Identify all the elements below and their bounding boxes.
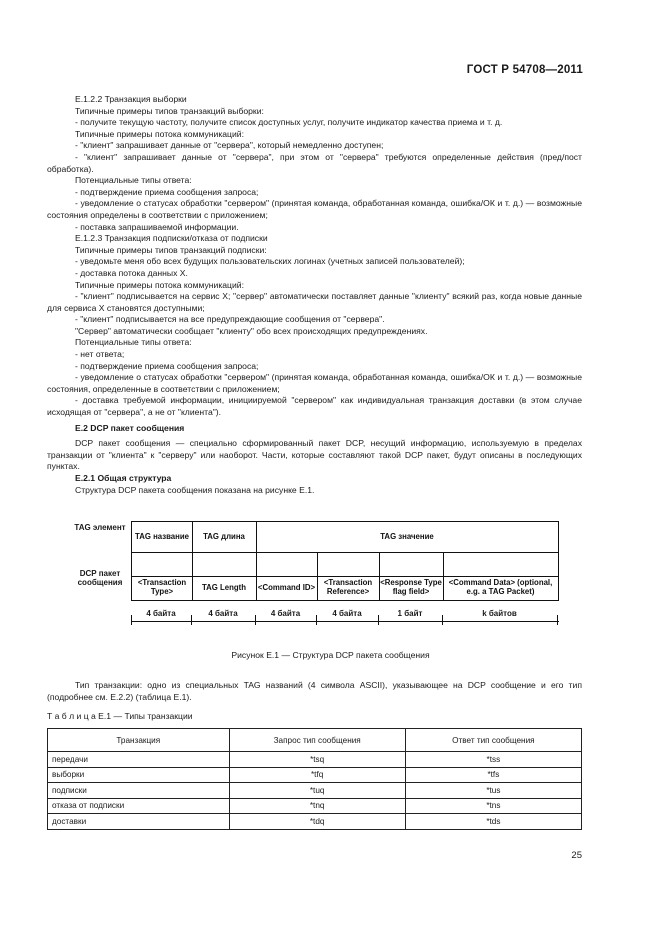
row-label-tag-element: TAG элемент (74, 523, 126, 532)
paragraph: - "клиент" подписывается на сервис X; "сервер" автоматически поставляет данные "клиенту" всякий раз, когда новые данные для сервиса X становятся доступными; (47, 291, 582, 313)
paragraph: - "клиент" запрашивает данные от "сервера", который немедленно доступен; (75, 140, 384, 151)
table-cell: отказа от подписки (48, 798, 230, 814)
paragraph-transaction-type (47, 680, 582, 703)
page-number: 25 (571, 850, 582, 861)
paragraph: DCP пакет сообщения — специально сформированный пакет DCP, несущий информацию, используемую в пределах транзакции от "клиента" к "серверу" или наоборот. Части, которые составляют такой DCP пакет, будут описаны в последующих пунктах. (47, 438, 582, 472)
size-label: 1 байт (397, 608, 423, 618)
fig-header-tag-value: TAG значение (380, 531, 434, 541)
paragraph: - подтверждение приема сообщения запроса; (75, 360, 259, 371)
paragraph: - уведомление о статусах обработки "сервером" (принятая команда, обработанная команда, ошибка/ОК и т. д.) — возможные состояния, определенные в соответствии с приложением; (47, 372, 582, 394)
table-row (48, 752, 582, 768)
table-row (48, 783, 582, 799)
paragraph: - "клиент" запрашивает данные от "сервера", при этом от "сервера" требуются определенные действия (пред/пост обработка). (47, 151, 582, 174)
table-cell: *tsq (229, 752, 405, 768)
table-cell: *tdq (229, 814, 405, 830)
paragraph: "Сервер" автоматически сообщает "клиенту" обо всех происходящих предупреждениях. (75, 325, 428, 336)
dimension-tick (255, 615, 256, 625)
paragraph: Типичные примеры потока коммуникаций: (75, 279, 244, 290)
transaction-types-table (47, 728, 582, 830)
fig-cell-transaction-type: <Transaction Type> (137, 578, 187, 596)
section-body (47, 94, 582, 496)
table-cell: *tnq (229, 798, 405, 814)
paragraph: Типичные примеры типов транзакций подписки: (75, 244, 267, 255)
dimension-tick (191, 615, 192, 625)
table-title: Т а б л и ц а Е.1 — Типы транзакции (47, 711, 193, 721)
paragraph: - уведомьте меня обо всех будущих пользовательских логинах (учетных записей пользователей); (75, 256, 465, 267)
fig-cell-response-type: <Response Type flag field> (380, 578, 442, 596)
figure-size-row (131, 607, 559, 621)
figure-hline (132, 552, 558, 553)
fig-header-tag-length: TAG длина (203, 531, 245, 541)
dimension-tick (378, 615, 379, 625)
table-row (48, 767, 582, 783)
dimension-tick (131, 615, 132, 625)
paragraph: Тип транзакции: одно из специальных TAG названий (4 символа ASCII), указывающее на DCP сообщение и его тип (подробнее см. Е.2.2) (таблица Е.1). (47, 680, 582, 702)
paragraph: Е.1.2.2 Транзакция выборки (75, 94, 187, 104)
table-cell: выборки (48, 767, 230, 783)
paragraph: Потенциальные типы ответа: (75, 175, 192, 186)
table-cell: *tfs (405, 767, 581, 783)
table-cell: *tuq (229, 783, 405, 799)
paragraph: - доставка требуемой информации, инициируемой "сервером" как индивидуальная транзакция доставки (в этом случае исходящая от "сервера", а не от "клиента"). (47, 395, 582, 418)
document-header: ГОСТ Р 54708—2011 (466, 64, 583, 76)
table-header-row (48, 729, 582, 752)
table-cell: доставки (48, 814, 230, 830)
table-row (48, 814, 582, 830)
size-label: 4 байта (332, 608, 362, 618)
dimension-tick (442, 615, 443, 625)
table-header-cell: Запрос тип сообщения (229, 729, 405, 752)
figure-dcp-structure (72, 521, 560, 633)
figure-frame (131, 521, 559, 601)
paragraph: Потенциальные типы ответа: (75, 337, 192, 348)
paragraph: Структура DCP пакета сообщения показана на рисунке Е.1. (75, 484, 315, 495)
dimension-tick (557, 615, 558, 625)
figure-caption: Рисунок Е.1 — Структура DCP пакета сообщения (231, 650, 430, 660)
table-header-cell: Транзакция (48, 729, 230, 752)
table-row (48, 798, 582, 814)
fig-cell-command-data: <Command Data> (optional, e.g. a TAG Packet) (448, 578, 553, 596)
table-cell: *tds (405, 814, 581, 830)
table-cell: *tfq (229, 767, 405, 783)
paragraph: Е.1.2.3 Транзакция подписки/отказа от подписки (75, 233, 268, 244)
paragraph: Е.2 DCP пакет сообщения (75, 422, 185, 433)
table-cell: *tns (405, 798, 581, 814)
paragraph: Е.2.1 Общая структура (75, 473, 172, 483)
fig-header-tag-name: TAG название (135, 531, 189, 541)
paragraph: - доставка потока данных X. (75, 267, 188, 278)
table-cell: *tus (405, 783, 581, 799)
size-label: k байтов (482, 608, 517, 618)
paragraph: - получите текущую частоту, получите список доступных услуг, получите индикатор качества приема и т. д. (75, 117, 503, 128)
paragraph: - подтверждение приема сообщения запроса; (75, 186, 259, 197)
paragraph: - поставка запрашиваемой информации. (75, 221, 239, 232)
table-cell: *tss (405, 752, 581, 768)
dimension-tick (316, 615, 317, 625)
paragraph: Типичные примеры типов транзакций выборки: (75, 105, 264, 116)
table-cell: подписки (48, 783, 230, 799)
fig-cell-tag-length: TAG Length (201, 582, 247, 592)
row-label-dcp-message: DCP пакет сообщения (77, 569, 123, 587)
fig-cell-command-id: <Command ID> (257, 582, 316, 592)
size-label: 4 байта (270, 608, 301, 618)
paragraph: - "клиент" подписывается на все предупреждающие сообщения от "сервера". (75, 314, 385, 325)
dimension-line (131, 621, 559, 622)
size-label: 4 байта (208, 608, 238, 618)
size-label: 4 байта (146, 608, 176, 618)
table-header-cell: Ответ тип сообщения (405, 729, 581, 752)
paragraph: - нет ответа; (75, 349, 125, 360)
fig-cell-transaction-ref: <Transaction Reference> (323, 578, 373, 596)
paragraph: - уведомление о статусах обработки "сервером" (принятая команда, обработанная команда, ошибка/ОК и т. д.) — возможные состояния определены в соответствии с приложением; (47, 198, 582, 220)
paragraph: Типичные примеры потока коммуникаций: (75, 128, 244, 139)
table-cell: передачи (48, 752, 230, 768)
